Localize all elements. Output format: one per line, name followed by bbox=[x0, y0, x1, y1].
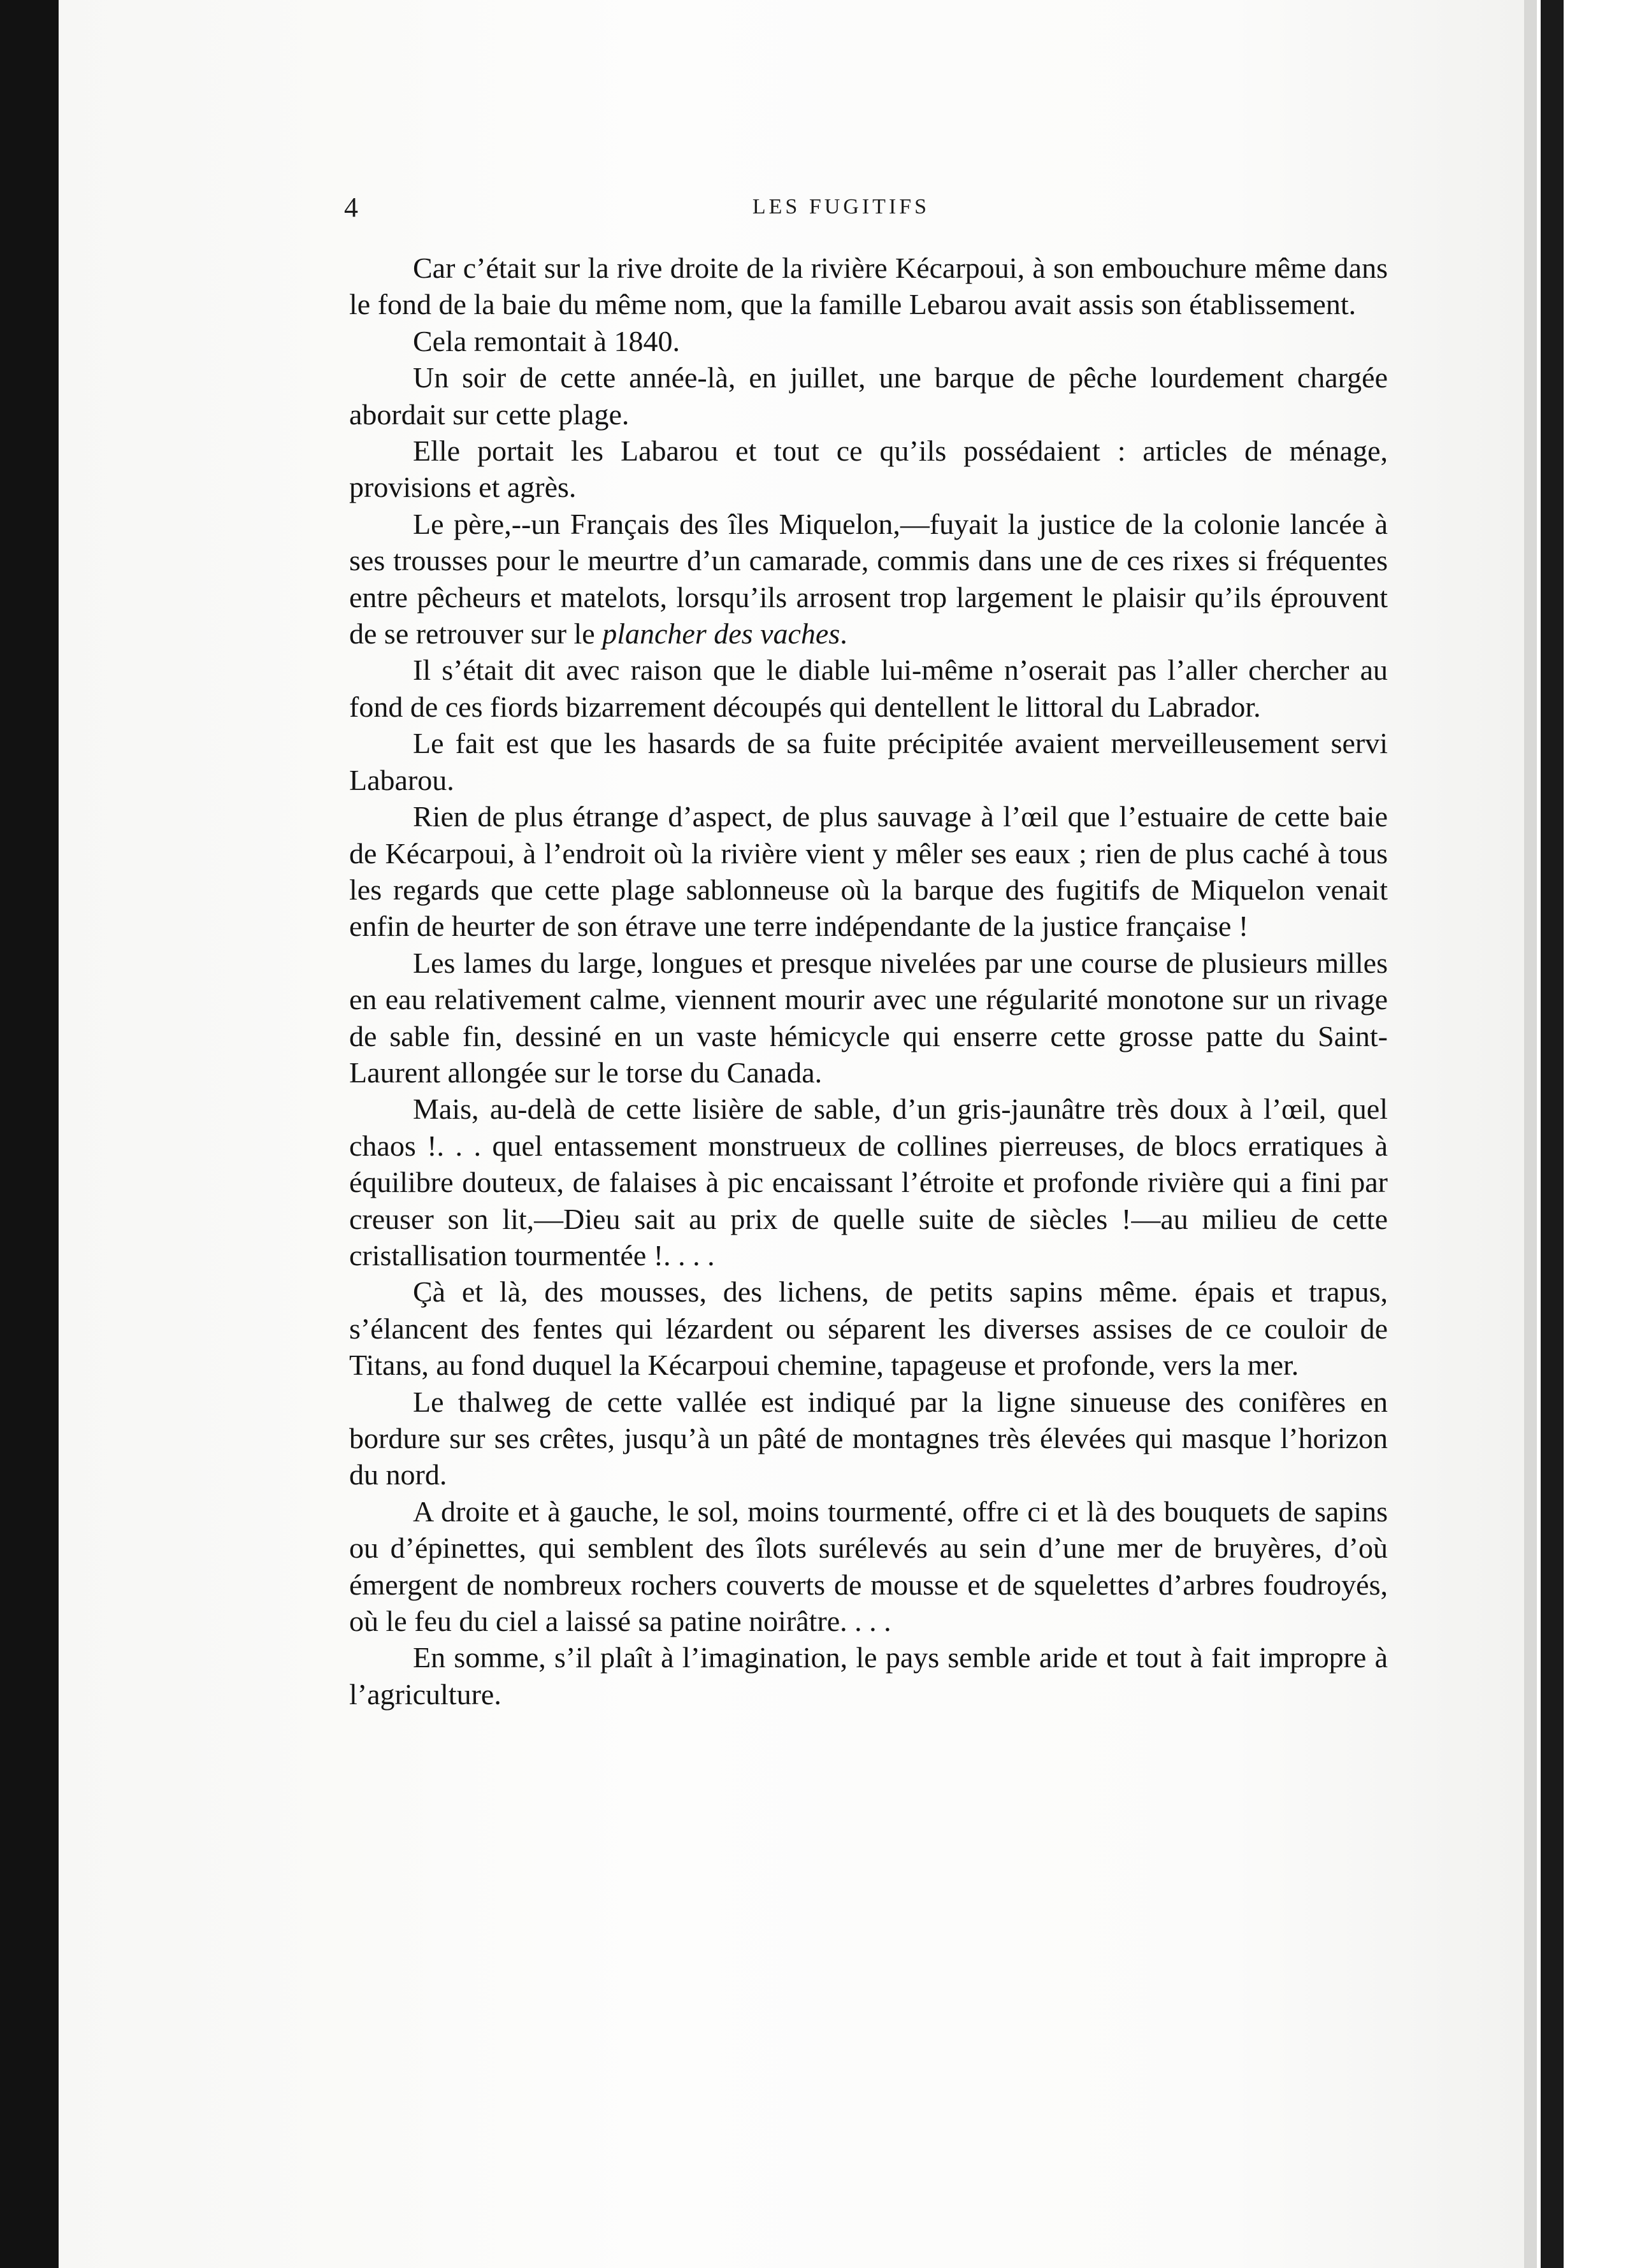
paragraph: Rien de plus étrange d’aspect, de plus sauvage à l’œil que l’estuaire de cette baie de Kécarpoui, à l’endroit où la rivière vient y mêler ses eaux ; rien de plus caché à tous les regards que cette plage sablonneuse où la barque des fugitifs de Miquelon venait enfin de heurter de son étrave une terre indépendante de la justice française ! bbox=[349, 800, 1388, 943]
paragraph bbox=[349, 506, 1388, 652]
paragraph: Cela remontait à 1840. bbox=[413, 324, 680, 357]
paragraph: Elle portait les Labarou et tout ce qu’ils possédaient : articles de ménage, provisions et agrès. bbox=[349, 434, 1388, 504]
body-text bbox=[349, 250, 1388, 1712]
page-number: 4 bbox=[344, 192, 358, 223]
paragraph: Mais, au-delà de cette lisière de sable, d’un gris-jaunâtre très doux à l’œil, quel chaos !. . . quel entassement monstrueux de collines pierreuses, de blocs erratiques à équilibre douteux, de falaises à pic encaissant l’étroite et profonde rivière qui a fini par creuser son lit,—Dieu sait au prix de quelle suite de siècles !—au milieu de cette cristallisation tourmentée !. . . . bbox=[349, 1093, 1388, 1272]
page-header bbox=[280, 191, 1402, 229]
paragraph: Car c’était sur la rive droite de la rivière Kécarpoui, à son embouchure même dans le fond de la baie du même nom, que la famille Lebarou avait assis son établissement. bbox=[349, 252, 1388, 321]
paragraph: Un soir de cette année-là, en juillet, une barque de pêche lourdement chargée abordait sur cette plage. bbox=[349, 361, 1388, 431]
paragraph: Le fait est que les hasards de sa fuite précipitée avaient merveilleusement servi Labarou. bbox=[349, 727, 1388, 796]
scanner-edge-bar bbox=[1541, 0, 1564, 2268]
paragraph: Çà et là, des mousses, des lichens, de petits sapins même. épais et trapus, s’élancent des fentes qui lézardent ou séparent les diverses assises de ce couloir de Titans, au fond duquel la Kécarpoui chemine, tapageuse et profonde, vers la mer. bbox=[349, 1275, 1388, 1382]
paragraph: A droite et à gauche, le sol, moins tourmenté, offre ci et là des bouquets de sapins ou d’épinettes, qui semblent des îlots surélevés au sein d’une mer de bruyères, d’où émergent de nombreux rochers couverts de mousse et de squelettes d’arbres foudroyés, où le feu du ciel a laissé sa patine noirâtre. . . . bbox=[349, 1495, 1388, 1638]
paragraph-end: . bbox=[840, 617, 847, 650]
paragraph: Les lames du large, longues et presque nivelées par une course de plusieurs milles en eau relativement calme, viennent mourir avec une régularité monotone sur un rivage de sable fin, dessiné en un vaste hémicycle qui enserre cette grosse patte du Saint-Laurent allongée sur le torse du Canada. bbox=[349, 946, 1388, 1089]
italic-phrase: plancher des vaches bbox=[602, 617, 840, 650]
paragraph: Il s’était dit avec raison que le diable lui-même n’oserait pas l’aller chercher au fond de ces fiords bizarrement découpés qui dentellent le littoral du Labrador. bbox=[349, 654, 1388, 723]
paragraph: Le thalweg de cette vallée est indiqué par la ligne sinueuse des conifères en bordure sur ses crêtes, jusqu’à un pâté de montagnes très élevées qui masque l’horizon du nord. bbox=[349, 1385, 1388, 1491]
page-gutter-shadow bbox=[1524, 0, 1537, 2268]
paragraph-text: Le père,--un Français des îles Miquelon,—fuyait la justice de la colonie lancée à ses trousses pour le meurtre d’un camarade, commis dans une de ces rixes si fréquentes entre pêcheurs et matelots, lorsqu’ils arrosent trop largement le plaisir qu’ils éprouvent de se retrouver sur le bbox=[349, 507, 1388, 650]
paragraph: En somme, s’il plaît à l’imagination, le pays semble aride et tout à fait impropre à l’agriculture. bbox=[349, 1641, 1388, 1711]
running-head: LES FUGITIFS bbox=[752, 195, 930, 219]
